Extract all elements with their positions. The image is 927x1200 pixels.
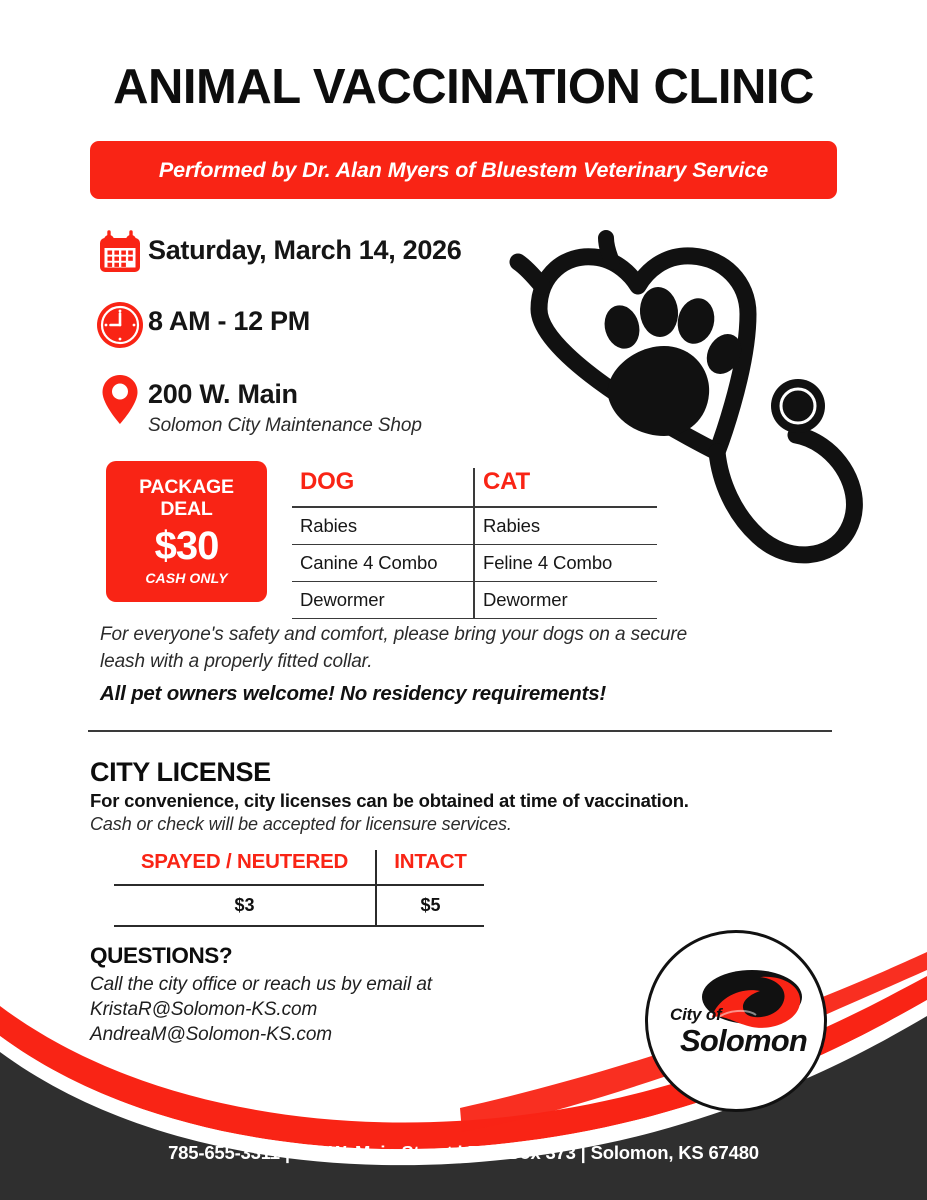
location-pin-icon <box>92 372 148 428</box>
vaccine-dog-0: Rabies <box>292 507 474 545</box>
welcome-note: All pet owners welcome! No residency requirements! <box>100 682 607 705</box>
license-header-intact: INTACT <box>376 850 484 885</box>
clock-icon <box>92 300 148 350</box>
event-date-value: Saturday, March 14, 2026 <box>148 235 462 265</box>
license-table-header-row <box>114 850 484 885</box>
safety-note: For everyone's safety and comfort, please bring your dogs on a secure leash with a properly fitted collar. <box>100 624 688 672</box>
vaccine-cat-0: Rabies <box>474 507 657 545</box>
city-license-line2: Cash or check will be accepted for licensure services. <box>90 814 512 834</box>
logo-city-of-text: City of <box>670 1005 722 1024</box>
event-time-value: 8 AM - 12 PM <box>148 306 310 336</box>
vaccine-table-header-row <box>292 468 657 507</box>
vaccine-header-cat: CAT <box>474 468 657 507</box>
contact-email-andrea[interactable]: AndreaM@Solomon-KS.com <box>90 1024 333 1046</box>
event-address-sub: Solomon City Maintenance Shop <box>148 415 422 436</box>
presenter-banner-text: Performed by Dr. Alan Myers of Bluestem Veterinary Service <box>158 157 769 182</box>
package-price: $30 <box>154 523 219 568</box>
event-address-value: 200 W. Main <box>148 379 298 409</box>
logo-solomon-text: Solomon <box>680 1023 807 1058</box>
vaccine-dog-2: Dewormer <box>292 582 474 619</box>
license-fee-table <box>114 850 484 927</box>
footer-contact-text: 785-655-3311 | 116 W. Main Street | P.O. Box 373 | Solomon, KS 67480 <box>168 1142 759 1163</box>
package-cash-note: CASH ONLY <box>145 569 228 586</box>
presenter-banner <box>90 141 837 199</box>
package-label-line2: DEAL <box>160 497 213 520</box>
contact-email-krista[interactable]: KristaR@Solomon-KS.com <box>90 999 318 1021</box>
license-header-spayed-neutered: SPAYED / NEUTERED <box>114 850 376 885</box>
package-deal-box <box>106 461 267 602</box>
table-row <box>114 885 484 926</box>
event-location-block <box>148 372 422 437</box>
page-title: ANIMAL VACCINATION CLINIC <box>113 60 814 114</box>
license-fee-intact: $5 <box>376 885 484 926</box>
section-divider <box>88 730 832 732</box>
vaccine-cat-2: Dewormer <box>474 582 657 619</box>
calendar-icon <box>92 228 148 278</box>
table-row <box>292 507 657 545</box>
event-location-row <box>92 372 422 437</box>
license-fee-spayed-neutered: $3 <box>114 885 376 926</box>
event-date-row <box>92 228 461 278</box>
questions-line1: Call the city office or reach us by email at <box>90 974 432 995</box>
city-license-line1: For convenience, city licenses can be obtained at time of vaccination. <box>90 790 689 811</box>
table-row <box>292 582 657 619</box>
city-logo-badge <box>645 930 827 1112</box>
questions-title: QUESTIONS? <box>90 943 233 968</box>
vaccine-header-dog: DOG <box>292 468 474 507</box>
vaccine-table <box>292 468 657 619</box>
event-time-row <box>92 300 310 350</box>
city-logo-inner <box>656 961 816 1081</box>
city-license-title: CITY LICENSE <box>90 757 271 787</box>
table-row <box>292 545 657 582</box>
package-label-line1: PACKAGE <box>139 476 234 499</box>
vaccine-cat-1: Feline 4 Combo <box>474 545 657 582</box>
vaccine-dog-1: Canine 4 Combo <box>292 545 474 582</box>
